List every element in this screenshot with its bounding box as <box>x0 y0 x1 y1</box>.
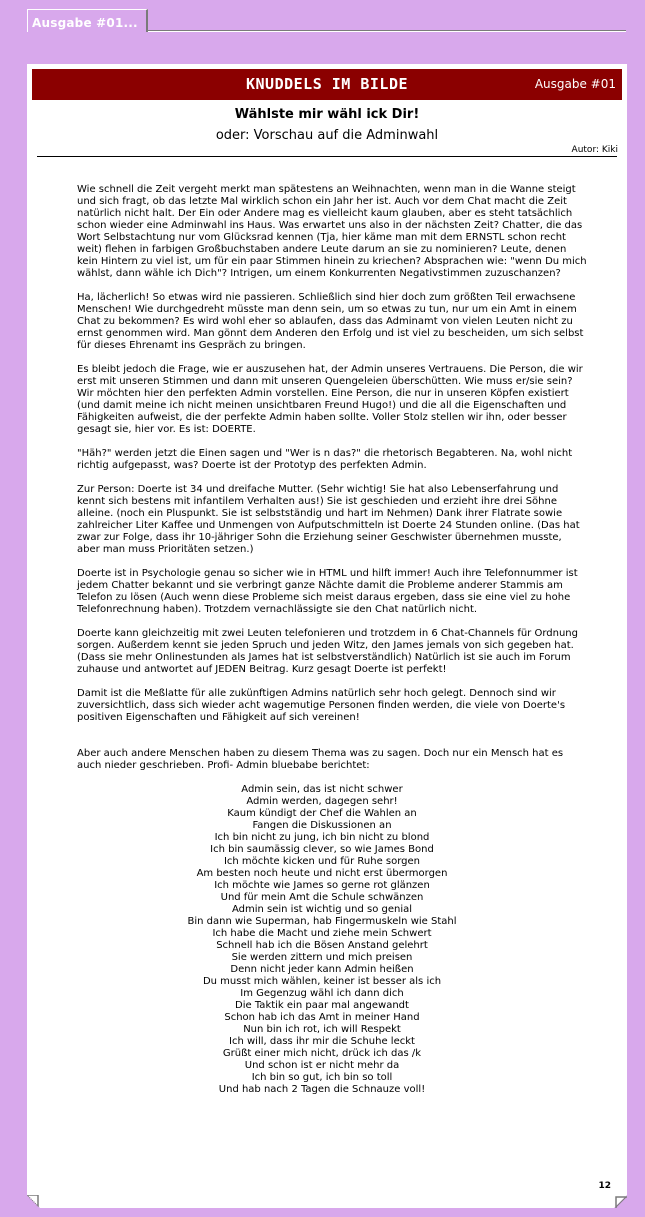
article-headline: Wählste mir wähl ick Dir! <box>234 107 420 122</box>
article-paragraph: Ha, lächerlich! So etwas wird nie passieren. Schließlich sind hier doch zum größten Teil erwachsene Menschen! Wie durchgedreht müsste man denn sein, um so etwas zu tun, nur um ein Amt in einem Chat zu bekommen? Es wird wohl eher so ablaufen, dass das Adminamt von vielen Leuten nicht zu ernst genommen wird. Man gönnt dem Anderen den Erfolg und ist viel zu bescheiden, um sich selbst für dieses Ehrenamt ins Gespräch zu bringen. <box>77 292 584 351</box>
poem-line: Ich will, dass ihr mir die Schuhe leckt <box>229 1036 415 1047</box>
article-paragraph: "Häh?" werden jetzt die Einen sagen und "Wer is n das?" die rhetorisch Begabteren. Na, wohl nicht richtig aufgepasst, was? Doerte ist der Prototyp des perfekten Admin. <box>77 448 573 471</box>
poem-line: Fangen die Diskussionen an <box>252 820 392 831</box>
poem-line: Und schon ist er nicht mehr da <box>244 1060 400 1071</box>
poem-line: Admin werden, dagegen sehr! <box>246 796 398 807</box>
page-curl-left-icon[interactable] <box>27 1195 40 1208</box>
poem-line: Schnell hab ich die Bösen Anstand gelehrt <box>216 940 428 951</box>
article-paragraph: Wie schnell die Zeit vergeht merkt man spätestens an Weihnachten, wenn man in die Wanne steigt und sich fragt, ob das letzte Mal wirklich schon ein Jahr her ist. Auch vor dem Chat macht die Zeit natürlich nicht halt. Der Ein oder Andere mag es vielleicht kaum glauben, aber es steht tatsächlich schon wieder eine Adminwahl ins Haus. Was erwartet uns also in der nächsten Zeit? Chatter, die das Wort Selbstachtung nur vom Glücksrad kennen (Tja, hier käme man mit dem ERNSTL schon recht weit) flehen in farbigen Großbuchstaben andere Leute darum an sie zu nominieren? Leute, denen kein Hintern zu viel ist, um für ein paar Stimmen hinein zu kriechen? Absprachen wie: "wenn Du mich wählst, dann wähle ich Dich"? Intrigen, um einem Konkurrenten Negativstimmen zuzuschanzen? <box>77 184 587 279</box>
poem <box>77 784 567 1096</box>
poem-line: Die Taktik ein paar mal angewandt <box>235 1000 409 1011</box>
magazine-banner <box>32 69 622 100</box>
poem-line: Du musst mich wählen, keiner ist besser als ich <box>202 976 442 987</box>
magazine-title: KNUDDELS IM BILDE <box>245 75 409 93</box>
poem-line: Und hab nach 2 Tagen die Schnauze voll! <box>218 1084 426 1095</box>
article-paragraph: Zur Person: Doerte ist 34 und dreifache Mutter. (Sehr wichtig! Sie hat also Lebenserfahrung und kennt sich bestens mit infantilem Verhalten aus!) Sie ist geschieden und erzieht ihre drei Söhne alleine. (noch ein Pluspunkt. Sie ist selbstständig und hart im Nehmen) Dank ihrer Flatrate sowie zahlreicher Liter Kaffee und Unmengen von Aufputschmitteln ist Doerte 24 Stunden online. (Das hat zwar zur Folge, dass ihr 10-jähriger Sohn die Erziehung seiner Geschwister übernehmen musste, aber man muss Prioritäten setzen.) <box>77 484 580 555</box>
article-author: Autor: Kiki <box>571 145 618 155</box>
poem-line: Sie werden zittern und mich preisen <box>231 952 413 963</box>
article-subheadline: oder: Vorschau auf die Adminwahl <box>215 128 439 143</box>
article-paragraph: Damit ist die Meßlatte für alle zukünftigen Admins natürlich sehr hoch gelegt. Dennoch sind wir zuversichtlich, dass sich wieder acht wagemutige Personen finden werden, die viele von Doerte's positiven Eigenschaften und Fähigkeit auf sich vereinen! <box>77 688 566 723</box>
page-curl-right-icon[interactable] <box>614 1195 627 1208</box>
poem-line: Admin sein ist wichtig und so genial <box>231 904 413 915</box>
poem-line: Ich bin saumässig clever, so wie James Bond <box>210 844 434 855</box>
poem-line: Ich bin so gut, ich bin so toll <box>251 1072 393 1083</box>
poem-line: Im Gegenzug wähl ich dann dich <box>240 988 404 999</box>
article-paragraph: Doerte kann gleichzeitig mit zwei Leuten telefonieren und trotzdem in 6 Chat-Channels für Ordnung sorgen. Außerdem kennt sie jeden Spruch und jeden Witz, den James jemals von sich gegeben hat. (Dass sie mehr Onlinestunden als James hat ist selbstverständlich) Natürlich ist sie auch im Forum zuhause und antwortet auf JEDEN Beitrag. Kurz gesagt Doerte ist perfekt! <box>77 628 578 675</box>
issue-label: Ausgabe #01 <box>534 77 616 91</box>
article-body <box>77 184 587 1096</box>
tab-bar-divider <box>148 30 626 32</box>
poem-line: Grüßt einer mich nicht, drück ich das /k <box>222 1048 422 1059</box>
poem-line: Ich bin nicht zu jung, ich bin nicht zu blond <box>214 832 430 843</box>
article-paragraph: Es bleibt jedoch die Frage, wie er auszusehen hat, der Admin unseres Vertrauens. Die Person, die wir erst mit unseren Stimmen und dann mit unseren Quengeleien überschütten. Wie muss er/sie sein? Wir möchten hier den perfekten Admin vorstellen. Eine Person, die nur in unseren Köpfen existiert (und damit meine ich nicht meinen unsichtbaren Freund Hugo!) und die all die Eigenschaften und Fähigkeiten aufweist, die der perfekte Admin haben sollte. Voller Stolz stellen wir ihn, oder besser gesagt sie, hier vor. Es ist: DOERTE. <box>77 364 583 435</box>
header-divider <box>37 156 617 157</box>
article-paragraph: Aber auch andere Menschen haben zu diesem Thema was zu sagen. Doch nur ein Mensch hat es auch nieder geschrieben. Profi- Admin bluebabe berichtet: <box>77 748 564 771</box>
poem-line: Ich möchte kicken und für Ruhe sorgen <box>223 856 421 867</box>
article-paragraph: Doerte ist in Psychologie genau so sicher wie in HTML und hilft immer! Auch ihre Telefonnummer ist jedem Chatter bekannt und sie verbringt ganze Nächte damit die Probleme anderer Stammis am Telefon zu lösen (Auch wenn diese Probleme sich meist daraus ergeben, dass sie eine viel zu hohe Telefonrechnung haben). Trotzdem vernachlässigte sie den Chat natürlich nicht. <box>77 568 578 615</box>
poem-line: Schon hab ich das Amt in meiner Hand <box>224 1012 420 1023</box>
tab-bar <box>0 0 645 32</box>
tab-ausgabe-01[interactable]: Ausgabe #01... <box>27 9 148 32</box>
poem-line: Am besten noch heute und nicht erst übermorgen <box>196 868 448 879</box>
poem-line: Denn nicht jeder kann Admin heißen <box>230 964 414 975</box>
poem-line: Ich möchte wie James so gerne rot glänzen <box>214 880 430 891</box>
poem-line: Nun bin ich rot, ich will Respekt <box>243 1024 401 1035</box>
poem-line: Kaum kündigt der Chef die Wahlen an <box>227 808 417 819</box>
magazine-page <box>27 64 627 1208</box>
poem-line: Ich habe die Macht und ziehe mein Schwert <box>212 928 432 939</box>
page-number: 12 <box>598 1181 611 1191</box>
poem-line: Bin dann wie Superman, hab Fingermuskeln wie Stahl <box>187 916 457 927</box>
poem-line: Und für mein Amt die Schule schwänzen <box>220 892 424 903</box>
poem-line: Admin sein, das ist nicht schwer <box>241 784 403 795</box>
